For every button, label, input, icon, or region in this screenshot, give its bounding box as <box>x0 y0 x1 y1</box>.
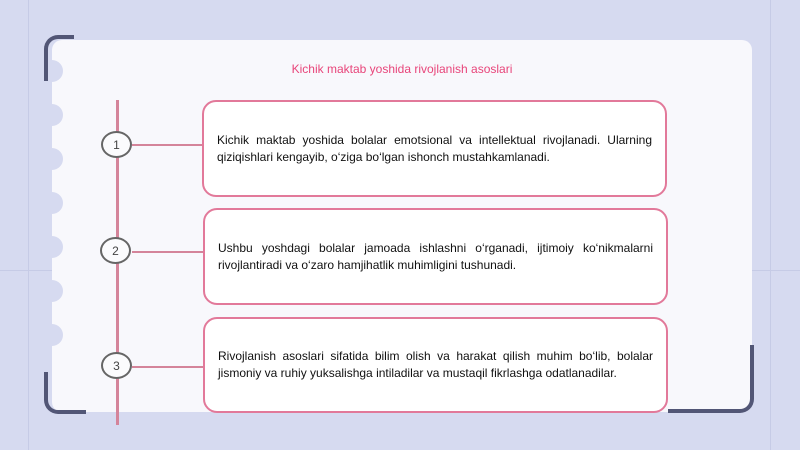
background-grid-line <box>770 0 771 450</box>
step-card <box>203 208 668 305</box>
binder-hole <box>41 236 63 258</box>
binder-hole <box>41 324 63 346</box>
timeline-connector <box>132 251 204 253</box>
step-number: 2 <box>112 243 119 258</box>
timeline-connector <box>132 144 204 146</box>
binder-hole <box>41 148 63 170</box>
binder-hole <box>41 280 63 302</box>
step-number-badge <box>100 237 131 264</box>
step-card <box>202 100 667 197</box>
step-card <box>203 317 668 413</box>
binder-hole <box>41 192 63 214</box>
corner-bracket-bottom-right <box>668 345 754 413</box>
step-number: 1 <box>113 137 120 152</box>
step-number-badge <box>101 352 132 379</box>
step-text: Kichik maktab yoshida bolalar emotsional va intellektual rivojlanadi. Ularning qiziqishlari kengayib, o‘ziga bo‘lgan ishonch mustahkamlanadi. <box>217 132 652 164</box>
corner-bracket-bottom-left <box>44 372 86 414</box>
step-number-badge <box>101 131 132 158</box>
step-text: Ushbu yoshdagi bolalar jamoada ishlashni o‘rganadi, ijtimoiy ko‘nikmalarni rivojlantiradi va o‘zaro hamjihatlik muhimligini tushunadi. <box>218 240 653 272</box>
step-number: 3 <box>113 358 120 373</box>
binder-hole <box>41 104 63 126</box>
timeline-connector <box>132 366 204 368</box>
step-text: Rivojlanish asoslari sifatida bilim olish va harakat qilish muhim bo‘lib, bolalar jismoniy va ruhiy yuksalishga intiladilar va mustaqil fikrlashga odatlanadilar. <box>218 349 653 380</box>
background-grid-line <box>28 0 29 450</box>
binder-holes <box>41 60 63 400</box>
page-title: Kichik maktab yoshida rivojlanish asoslari <box>291 62 513 76</box>
